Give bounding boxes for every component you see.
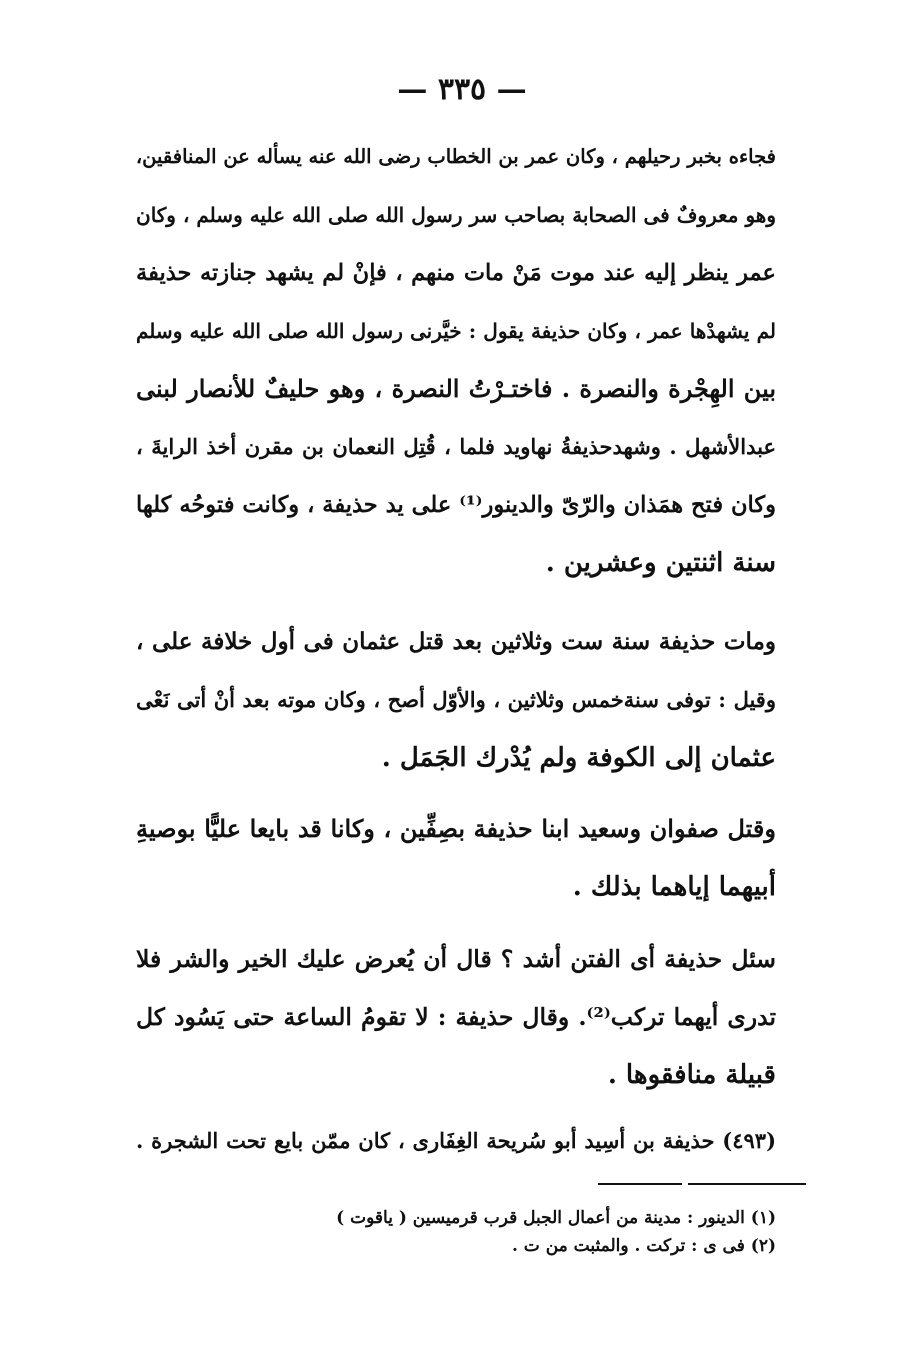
footnote-divider [688,1183,806,1185]
paragraph-2 [136,613,776,787]
text-line: أبيهما إياهما بذلك . [572,872,776,902]
text-line: فجاءه بخبر رحيلهم ، وكان عمر بن الخطاب رضى الله عنه يسأله عن المنافقين، [135,145,776,168]
text-line: بين الهِجْرة والنصرة . فاختـرْتُ النصرة ، وهو حليفٌ للأنصار لبنى [136,374,776,403]
footnote-divider [598,1183,682,1185]
text-line: (٤٩٣) حذيفة بن أسِيد أبو سُريحة الغِفَارى ، كان ممّن بايع تحت الشجرة . [136,1128,776,1153]
text-line: قبيلة منافقوها . [607,1060,776,1090]
text-line: سنة اثنتين وعشرين . [545,548,776,578]
footnote-2: (٢) فى ى : تركت . والمثبت من ت . [511,1236,776,1256]
paragraph-4 [136,930,776,1104]
text-line: وهو معروفٌ فى الصحابة بصاحب سر رسول الله صلى الله عليه وسلم ، وكان [136,203,776,227]
entry-493 [136,1112,776,1170]
text-line: وكان فتح همَذان والرّىّ والدينور⁽¹⁾ على يد حذيفة ، وكانت فتوحُه كلها [136,492,776,518]
paragraph-3 [136,800,776,916]
text-line: وقتل صفوان وسعيد ابنا حذيفة بصِفِّين ، وكانا قد بايعا عليًّا بوصيةِ [136,814,776,843]
text-line: عمر ينظر إليه عند موت مَنْ مات منهم ، فإنْ لم يشهد جنازته حذيفة [136,260,776,286]
text-line: تدرى أيهما تركب⁽²⁾. وقال حذيفة : لا تقومُ الساعة حتى يَسُود كل [136,1003,777,1031]
page-number: — ٣٣٥ — [397,72,527,107]
text-line: ومات حذيفة سنة ست وثلاثين بعد قتل عثمان فى أول خلافة على ، [136,628,776,655]
text-line: سئل حذيفة أى الفتن أشد ؟ قال أن يُعرض عليك الخير والشر فلا [136,945,776,973]
footnotes [216,1204,776,1260]
text-line: عثمان إلى الكوفة ولم يُدْرك الجَمَل . [381,743,776,773]
text-line: لم يشهدْها عمر ، وكان حذيفة يقول : خيَّرنى رسول الله صلى الله عليه وسلم [136,319,776,343]
text-line: عبدالأشهل . وشهدحذيفةُ نهاويد فلما ، قُتِل النعمان بن مقرن أخذ الرايةَ ، [136,434,776,459]
paragraph-1 [136,128,776,592]
footnote-1: (١) الدينور : مدينة من أعمال الجبل قرب قرميسين ( ياقوت ) [336,1208,776,1228]
text-line: وقيل : توفى سنةخمس وثلاثين ، والأوّل أصح ، وكان موته بعد أنْ أتى نَعْى [136,687,776,712]
